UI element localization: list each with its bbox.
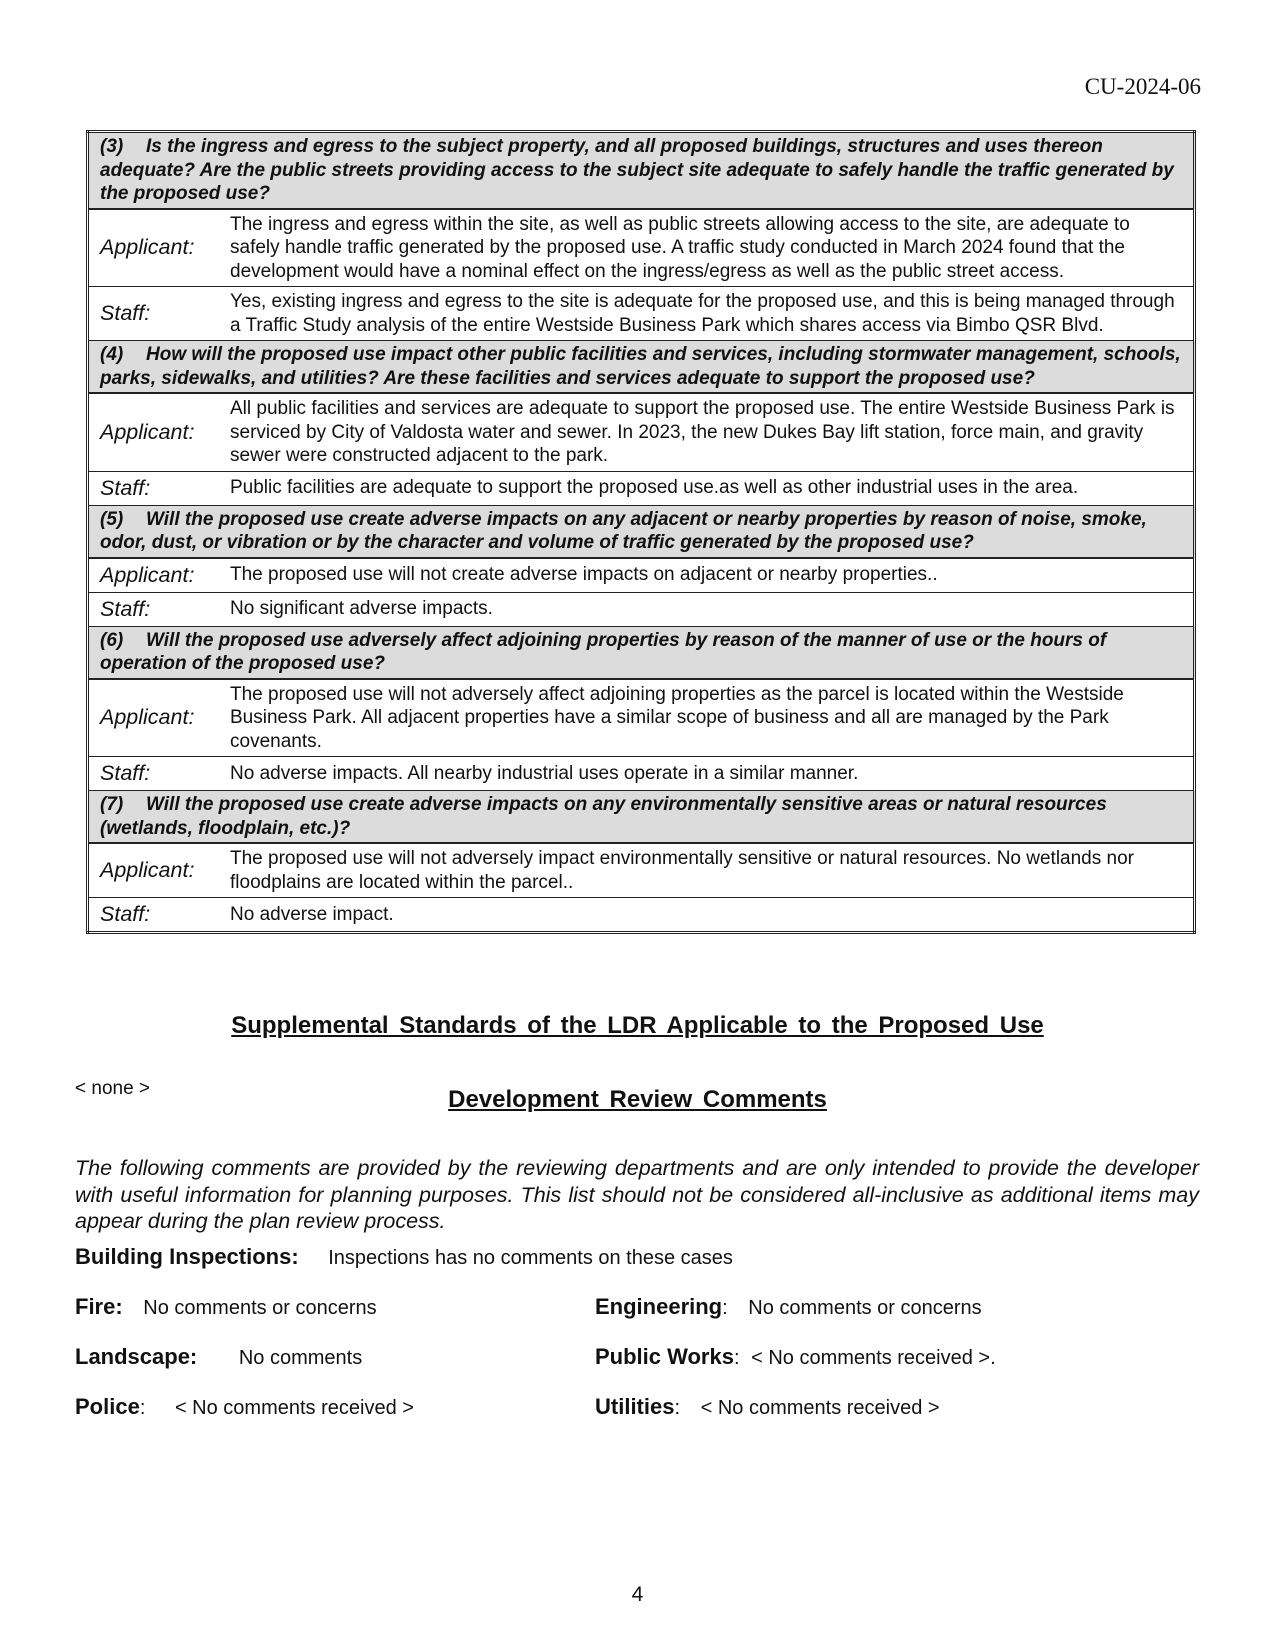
engineering-label: Engineering — [595, 1294, 723, 1319]
staff-response: No adverse impacts. All nearby industrial uses operate in a similar manner. — [212, 757, 1195, 791]
question-text: Will the proposed use adversely affect adjoining properties by reason of the manner of use or the hours of operation of the proposed use? — [100, 629, 1107, 674]
question-text: Will the proposed use create adverse impacts on any environmentally sensitive areas or natural resources (wetlands, floodplain, etc.)? — [100, 794, 1107, 839]
development-review-heading: Development Review Comments — [448, 1086, 827, 1113]
staff-response: No significant adverse impacts. — [212, 592, 1195, 626]
police-label: Police — [75, 1394, 140, 1419]
question-number: (3) — [100, 136, 124, 157]
applicant-row — [88, 393, 1195, 471]
applicant-label: Applicant: — [88, 209, 213, 287]
staff-label: Staff: — [88, 757, 213, 791]
applicant-response: The proposed use will not adversely affect adjoining properties as the parcel is located within the Westside Business Park. All adjacent properties have a similar scope of business and all are managed by the Park covenants. — [212, 679, 1195, 757]
question-text: Will the proposed use create adverse impacts on any adjacent or nearby properties by reason of noise, smoke, odor, dust, or vibration or by the character and volume of traffic generated by the proposed use? — [100, 508, 1147, 553]
question-cell — [88, 341, 1195, 394]
applicant-response: All public facilities and services are adequate to support the proposed use. The entire Westside Business Park is serviced by City of Valdosta water and sewer. In 2023, the new Dukes Bay lift station, force main, and gravity sewer were constructed adjacent to the park. — [212, 393, 1195, 471]
page-number: 4 — [631, 1583, 644, 1606]
police-comment — [75, 1394, 414, 1420]
fire-value: No comments or concerns — [143, 1297, 377, 1319]
question-number: (7) — [100, 794, 124, 815]
question-text: How will the proposed use impact other public facilities and services, including stormwater management, schools, parks, sidewalks, and utilities? Are these facilities and services adequate to support the proposed use? — [100, 344, 1181, 389]
question-row — [88, 505, 1195, 558]
fire-comment — [75, 1294, 377, 1320]
building-inspections-label: Building Inspections: — [75, 1244, 299, 1269]
utilities-value: < No comments received > — [700, 1397, 940, 1419]
question-cell — [88, 505, 1195, 558]
applicant-response: The proposed use will not create adverse impacts on adjacent or nearby properties.. — [212, 558, 1195, 593]
staff-row — [88, 287, 1195, 341]
applicant-label: Applicant: — [88, 679, 213, 757]
landscape-value: No comments — [238, 1347, 363, 1369]
applicant-label: Applicant: — [88, 843, 213, 898]
police-separator: : — [139, 1397, 146, 1419]
landscape-comment — [75, 1344, 362, 1370]
question-cell — [88, 626, 1195, 679]
staff-label: Staff: — [88, 287, 213, 341]
staff-response: No adverse impact. — [212, 898, 1195, 933]
question-text: Is the ingress and egress to the subject property, and all proposed buildings, structures and uses thereon adequate? Are the public streets providing access to the subject site adequate to safely handle the traffic generated by the proposed use? — [100, 136, 1174, 204]
question-number: (6) — [100, 629, 124, 651]
public-works-value: < No comments received >. — [751, 1347, 996, 1369]
engineering-comment — [595, 1294, 982, 1320]
staff-label: Staff: — [88, 592, 213, 626]
question-cell — [88, 791, 1195, 844]
supplemental-standards-value: < none > — [75, 1078, 151, 1099]
staff-row — [88, 757, 1195, 791]
question-row — [88, 132, 1195, 209]
staff-row — [88, 898, 1195, 933]
question-cell — [88, 132, 1195, 209]
staff-row — [88, 471, 1195, 505]
building-inspections-value: Inspections has no comments on these cases — [328, 1247, 733, 1269]
fire-label: Fire: — [75, 1294, 123, 1319]
utilities-label: Utilities — [595, 1394, 675, 1419]
question-row — [88, 341, 1195, 394]
applicant-row — [88, 679, 1195, 757]
engineering-value: No comments or concerns — [748, 1297, 982, 1319]
utilities-separator: : — [674, 1397, 681, 1419]
question-row — [88, 791, 1195, 844]
question-row — [88, 626, 1195, 679]
applicant-label: Applicant: — [88, 393, 213, 471]
utilities-comment — [595, 1394, 940, 1420]
applicant-row — [88, 558, 1195, 593]
public-works-separator: : — [733, 1347, 740, 1369]
staff-label: Staff: — [88, 898, 213, 933]
staff-label: Staff: — [88, 471, 213, 505]
landscape-label: Landscape: — [75, 1344, 198, 1369]
review-criteria-table — [86, 130, 1196, 934]
staff-row — [88, 592, 1195, 626]
applicant-label: Applicant: — [88, 558, 213, 593]
building-inspections-comment — [75, 1244, 733, 1270]
staff-response: Public facilities are adequate to support the proposed use.as well as other industrial uses in the area. — [212, 471, 1195, 505]
case-id: CU-2024-06 — [1084, 74, 1201, 99]
applicant-response: The ingress and egress within the site, as well as public streets allowing access to the site, are adequate to safely handle traffic generated by the proposed use. A traffic study conducted in March 2024 found that the development would have a nominal effect on the ingress/egress as well as the public street access. — [212, 209, 1195, 287]
police-value: < No comments received > — [174, 1397, 414, 1419]
staff-response: Yes, existing ingress and egress to the site is adequate for the proposed use, and this is being managed through a Traffic Study analysis of the entire Westside Business Park which shares access via Bimbo QSR Blvd. — [212, 287, 1195, 341]
review-intro-text: The following comments are provided by the reviewing departments and are only intended to provide the developer with useful information for planning purposes. This list should not be considered all-inclusive as additional items may appear during the plan review process. — [75, 1156, 1199, 1233]
question-number: (5) — [100, 508, 124, 530]
engineering-separator: : — [722, 1297, 728, 1319]
public-works-label: Public Works — [595, 1344, 734, 1369]
applicant-response: The proposed use will not adversely impact environmentally sensitive or natural resources. No wetlands nor floodplains are located within the parcel.. — [212, 843, 1195, 898]
question-number: (4) — [100, 344, 124, 365]
applicant-row — [88, 843, 1195, 898]
public-works-comment — [595, 1344, 996, 1370]
applicant-row — [88, 209, 1195, 287]
supplemental-standards-heading: Supplemental Standards of the LDR Applicable to the Proposed Use — [231, 1012, 1044, 1039]
